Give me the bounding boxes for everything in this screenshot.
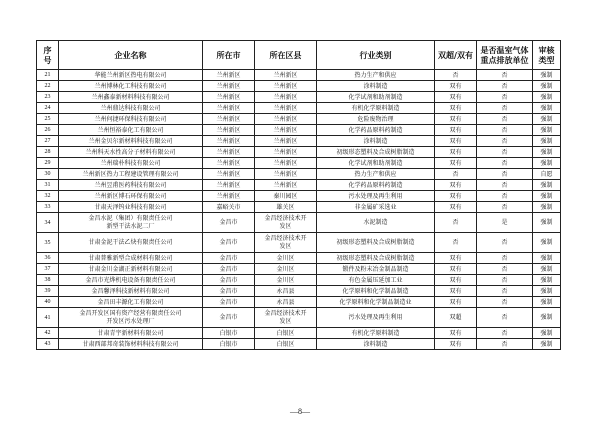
header-no: 序 号 <box>37 41 59 70</box>
cell-audit: 强制 <box>533 339 561 350</box>
table-body <box>37 70 561 350</box>
cell-district: 白银区 <box>255 339 317 350</box>
cell-audit: 强制 <box>533 286 561 297</box>
cell-ghg: 否 <box>477 114 533 125</box>
cell-audit: 强制 <box>533 103 561 114</box>
cell-district: 兰州新区 <box>255 180 317 191</box>
cell-ghg: 否 <box>477 308 533 328</box>
cell-company: 甘肃金川金湖正新材料有限公司 <box>59 264 203 275</box>
cell-no: 30 <box>37 169 59 180</box>
table-row <box>37 180 561 191</box>
cell-city: 兰州新区 <box>203 147 255 158</box>
cell-industry: 有机化学原料制造 <box>317 103 435 114</box>
cell-ghg: 否 <box>477 70 533 81</box>
table-row <box>37 92 561 103</box>
cell-district: 白银区 <box>255 328 317 339</box>
cell-double: 双有 <box>435 92 477 103</box>
table-row <box>37 70 561 81</box>
cell-city: 金昌市 <box>203 233 255 253</box>
cell-district: 兰州新区 <box>255 147 317 158</box>
cell-industry: 化学试剂和助剂制造 <box>317 92 435 103</box>
cell-ghg: 否 <box>477 158 533 169</box>
cell-district: 金川区 <box>255 264 317 275</box>
cell-ghg: 是 <box>477 213 533 233</box>
cell-industry: 有机化学原料制造 <box>317 328 435 339</box>
table-row <box>37 286 561 297</box>
cell-audit: 强制 <box>533 253 561 264</box>
cell-industry: 热力生产和供应 <box>317 169 435 180</box>
cell-double: 双有 <box>435 275 477 286</box>
table-header-row <box>37 41 561 70</box>
table-row <box>37 213 561 233</box>
cell-no: 37 <box>37 264 59 275</box>
cell-company: 甘肃西部邦奇装饰材料科技有限公司 <box>59 339 203 350</box>
cell-industry: 初级形态塑料及合成树脂制造 <box>317 147 435 158</box>
cell-company: 兰州鑫泰新材料科技有限公司 <box>59 92 203 103</box>
cell-double: 双有 <box>435 114 477 125</box>
cell-company: 甘肃天泽钨业科技有限公司 <box>59 202 203 213</box>
cell-district: 兰州新区 <box>255 125 317 136</box>
cell-audit: 自愿 <box>533 169 561 180</box>
table-row <box>37 191 561 202</box>
table-row <box>37 114 561 125</box>
cell-ghg: 否 <box>477 297 533 308</box>
cell-district: 永昌县 <box>255 286 317 297</box>
header-company: 企业名称 <box>59 41 203 70</box>
cell-industry: 初级形态塑料及合成树脂制造 <box>317 233 435 253</box>
cell-district: 兰州新区 <box>255 103 317 114</box>
cell-no: 36 <box>37 253 59 264</box>
cell-double: 双有 <box>435 297 477 308</box>
cell-ghg: 否 <box>477 103 533 114</box>
cell-double: 双有 <box>435 286 477 297</box>
cell-company: 华能兰州新区热电有限公司 <box>59 70 203 81</box>
cell-company: 金昌馨泽科技新材料有限公司 <box>59 286 203 297</box>
header-city: 所在市 <box>203 41 255 70</box>
cell-company: 金昌开发区国有资产经营有限责任公司 开发区污水处理厂 <box>59 308 203 328</box>
cell-industry: 涂料制造 <box>317 339 435 350</box>
cell-no: 28 <box>37 147 59 158</box>
cell-no: 32 <box>37 191 59 202</box>
cell-ghg: 否 <box>477 339 533 350</box>
cell-company: 兰州科天水性高分子材料有限公司 <box>59 147 203 158</box>
cell-district: 兰州新区 <box>255 169 317 180</box>
cell-district: 雄关区 <box>255 202 317 213</box>
cell-company: 金昌水泥（集团）有限责任公司 新型干法水泥二厂 <box>59 213 203 233</box>
cell-audit: 强制 <box>533 191 561 202</box>
cell-district: 永昌县 <box>255 297 317 308</box>
cell-city: 金昌市 <box>203 297 255 308</box>
cell-company: 甘肃青宇新材料有限公司 <box>59 328 203 339</box>
cell-ghg: 否 <box>477 202 533 213</box>
cell-double: 双有 <box>435 158 477 169</box>
cell-city: 金昌市 <box>203 264 255 275</box>
cell-city: 兰州新区 <box>203 191 255 202</box>
cell-district: 金昌经济技术开 发区 <box>255 213 317 233</box>
cell-ghg: 否 <box>477 147 533 158</box>
cell-no: 39 <box>37 286 59 297</box>
cell-industry: 化学药品原料药制造 <box>317 125 435 136</box>
cell-ghg: 否 <box>477 191 533 202</box>
cell-double: 否 <box>435 213 477 233</box>
page-number: —8— <box>290 407 310 416</box>
cell-audit: 强制 <box>533 81 561 92</box>
cell-double: 双有 <box>435 253 477 264</box>
cell-no: 38 <box>37 275 59 286</box>
cell-company: 兰州博林化工科技有限公司 <box>59 81 203 92</box>
cell-no: 42 <box>37 328 59 339</box>
cell-double: 双有 <box>435 103 477 114</box>
table-row <box>37 275 561 286</box>
cell-audit: 强制 <box>533 180 561 191</box>
cell-district: 兰州新区 <box>255 81 317 92</box>
header-double: 双超/双有 <box>435 41 477 70</box>
cell-ghg: 否 <box>477 81 533 92</box>
header-industry: 行业类别 <box>317 41 435 70</box>
cell-city: 兰州新区 <box>203 136 255 147</box>
table-row <box>37 308 561 328</box>
cell-district: 兰州新区 <box>255 136 317 147</box>
cell-industry: 水泥制造 <box>317 213 435 233</box>
cell-ghg: 否 <box>477 180 533 191</box>
cell-audit: 强制 <box>533 158 561 169</box>
table-row <box>37 169 561 180</box>
cell-no: 24 <box>37 103 59 114</box>
cell-city: 兰州新区 <box>203 158 255 169</box>
table-row <box>37 147 561 158</box>
table-row <box>37 125 561 136</box>
table-row <box>37 81 561 92</box>
cell-double: 双有 <box>435 264 477 275</box>
cell-district: 秦川园区 <box>255 191 317 202</box>
cell-no: 31 <box>37 180 59 191</box>
cell-city: 嘉峪关市 <box>203 202 255 213</box>
cell-no: 35 <box>37 233 59 253</box>
cell-no: 23 <box>37 92 59 103</box>
cell-city: 兰州新区 <box>203 169 255 180</box>
cell-city: 白银市 <box>203 328 255 339</box>
cell-double: 双有 <box>435 339 477 350</box>
table-row <box>37 297 561 308</box>
cell-double: 双有 <box>435 328 477 339</box>
enterprise-table <box>36 40 561 350</box>
cell-city: 兰州新区 <box>203 114 255 125</box>
cell-no: 26 <box>37 125 59 136</box>
cell-company: 甘肃金泥干法乙炔有限责任公司 <box>59 233 203 253</box>
cell-audit: 强制 <box>533 275 561 286</box>
cell-no: 27 <box>37 136 59 147</box>
cell-district: 兰州新区 <box>255 158 317 169</box>
cell-no: 34 <box>37 213 59 233</box>
header-ghg: 是否温室气体 重点排放单位 <box>477 41 533 70</box>
cell-no: 41 <box>37 308 59 328</box>
cell-audit: 强制 <box>533 308 561 328</box>
cell-double: 双超 <box>435 308 477 328</box>
cell-audit: 强制 <box>533 328 561 339</box>
cell-company: 兰州新区热力工程建设管理有限公司 <box>59 169 203 180</box>
cell-double: 双有 <box>435 202 477 213</box>
cell-audit: 强制 <box>533 264 561 275</box>
table-row <box>37 264 561 275</box>
table-row <box>37 202 561 213</box>
table-row <box>37 328 561 339</box>
cell-city: 兰州新区 <box>203 70 255 81</box>
cell-ghg: 否 <box>477 233 533 253</box>
cell-ghg: 否 <box>477 286 533 297</box>
cell-city: 兰州新区 <box>203 180 255 191</box>
cell-district: 金川区 <box>255 253 317 264</box>
cell-double: 否 <box>435 70 477 81</box>
cell-district: 兰州新区 <box>255 114 317 125</box>
cell-district: 兰州新区 <box>255 70 317 81</box>
cell-district: 金昌经济技术开 发区 <box>255 233 317 253</box>
cell-no: 40 <box>37 297 59 308</box>
cell-company: 兰州金贝尔新材料科技有限公司 <box>59 136 203 147</box>
cell-district: 兰州新区 <box>255 92 317 103</box>
cell-ghg: 否 <box>477 136 533 147</box>
cell-audit: 强制 <box>533 136 561 147</box>
cell-city: 金昌市 <box>203 308 255 328</box>
cell-company: 兰州鼎达科技有限公司 <box>59 103 203 114</box>
cell-city: 兰州新区 <box>203 81 255 92</box>
cell-double: 双有 <box>435 81 477 92</box>
cell-industry: 化学原料和化学制品制造 <box>317 286 435 297</box>
cell-industry: 化学药品原料药制造 <box>317 180 435 191</box>
cell-audit: 强制 <box>533 202 561 213</box>
cell-ghg: 否 <box>477 253 533 264</box>
cell-district: 金昌经济技术开 发区 <box>255 308 317 328</box>
cell-city: 金昌市 <box>203 286 255 297</box>
cell-no: 33 <box>37 202 59 213</box>
cell-industry: 热力生产和供应 <box>317 70 435 81</box>
cell-audit: 强制 <box>533 114 561 125</box>
cell-ghg: 否 <box>477 92 533 103</box>
cell-no: 29 <box>37 158 59 169</box>
cell-city: 金昌市 <box>203 253 255 264</box>
table-row <box>37 103 561 114</box>
cell-company: 兰州瑞朴科技有限公司 <box>59 158 203 169</box>
cell-company: 金昌田丰源化工有限公司 <box>59 297 203 308</box>
cell-city: 兰州新区 <box>203 103 255 114</box>
header-audit: 审核 类型 <box>533 41 561 70</box>
cell-no: 25 <box>37 114 59 125</box>
cell-industry: 污水处理及再生利用 <box>317 191 435 202</box>
cell-audit: 强制 <box>533 297 561 308</box>
cell-no: 22 <box>37 81 59 92</box>
cell-company: 兰州昱甫医药科技有限公司 <box>59 180 203 191</box>
cell-district: 金川区 <box>255 275 317 286</box>
table-row <box>37 339 561 350</box>
cell-industry: 危险废物治理 <box>317 114 435 125</box>
cell-no: 21 <box>37 70 59 81</box>
cell-audit: 强制 <box>533 233 561 253</box>
cell-city: 白银市 <box>203 339 255 350</box>
cell-double: 双有 <box>435 180 477 191</box>
cell-company: 甘肃普雅新型合成材料有限公司 <box>59 253 203 264</box>
cell-company: 兰州恒裕泰化工有限公司 <box>59 125 203 136</box>
cell-ghg: 否 <box>477 328 533 339</box>
cell-city: 兰州新区 <box>203 125 255 136</box>
cell-double: 双有 <box>435 191 477 202</box>
cell-double: 否 <box>435 169 477 180</box>
table-row <box>37 233 561 253</box>
cell-industry: 锻件及粉末冶金制品制造 <box>317 264 435 275</box>
cell-ghg: 否 <box>477 125 533 136</box>
cell-audit: 强制 <box>533 92 561 103</box>
cell-company: 兰州何捷环保科技有限公司 <box>59 114 203 125</box>
table-row <box>37 253 561 264</box>
cell-city: 金昌市 <box>203 213 255 233</box>
cell-industry: 涂料制造 <box>317 136 435 147</box>
header-district: 所在区县 <box>255 41 317 70</box>
cell-industry: 化学试剂和助剂制造 <box>317 158 435 169</box>
cell-ghg: 否 <box>477 264 533 275</box>
cell-no: 43 <box>37 339 59 350</box>
cell-double: 双有 <box>435 147 477 158</box>
cell-company: 兰州新区博石环保有限公司 <box>59 191 203 202</box>
cell-audit: 强制 <box>533 70 561 81</box>
cell-city: 兰州新区 <box>203 92 255 103</box>
table-row <box>37 158 561 169</box>
cell-double: 否 <box>435 233 477 253</box>
cell-ghg: 否 <box>477 169 533 180</box>
cell-industry: 非金属矿采选业 <box>317 202 435 213</box>
cell-city: 金昌市 <box>203 275 255 286</box>
cell-industry: 涂料制造 <box>317 81 435 92</box>
cell-industry: 污水处理及再生利用 <box>317 308 435 328</box>
cell-industry: 有色金属压延加工业 <box>317 275 435 286</box>
cell-double: 双有 <box>435 125 477 136</box>
cell-company: 金昌市光烨机电设备有限责任公司 <box>59 275 203 286</box>
cell-industry: 化学原料和化学制品制造业 <box>317 297 435 308</box>
cell-audit: 强制 <box>533 147 561 158</box>
cell-industry: 初级形态塑料及合成树脂制造 <box>317 253 435 264</box>
cell-audit: 强制 <box>533 213 561 233</box>
cell-ghg: 否 <box>477 275 533 286</box>
table-row <box>37 136 561 147</box>
cell-double: 双有 <box>435 136 477 147</box>
cell-audit: 强制 <box>533 125 561 136</box>
